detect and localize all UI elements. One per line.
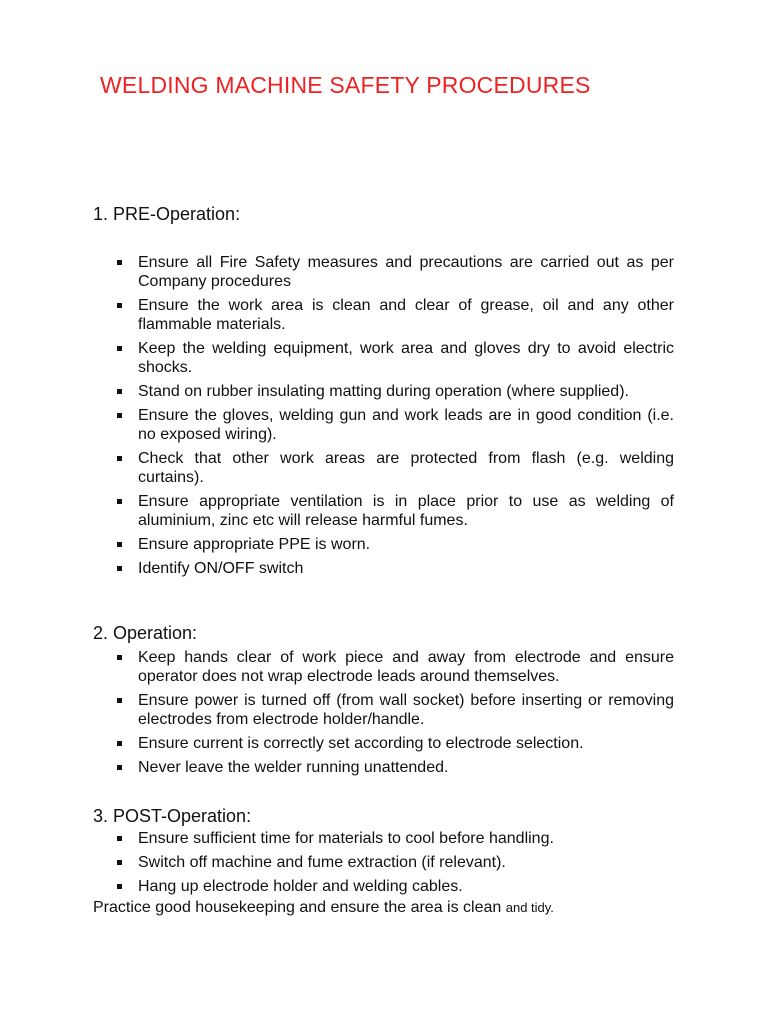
section-heading-operation: 2. Operation: (93, 623, 198, 643)
list-item: Ensure appropriate PPE is worn. (0, 535, 674, 554)
pre-operation-list (0, 253, 674, 578)
list-item: Check that other work areas are protected from flash (e.g. welding curtains). (0, 449, 674, 487)
square-bullet-icon (117, 884, 122, 889)
list-item: Ensure all Fire Safety measures and precautions are carried out as per Company procedures (0, 253, 674, 291)
closing-note (93, 899, 554, 917)
list-item: Ensure the gloves, welding gun and work leads are in good condition (i.e. no exposed wiring). (0, 406, 674, 444)
post-operation-list (0, 829, 674, 896)
list-item: Keep hands clear of work piece and away from electrode and ensure operator does not wrap electrode leads around themselves. (0, 648, 674, 686)
square-bullet-icon (117, 260, 122, 265)
square-bullet-icon (117, 741, 122, 746)
square-bullet-icon (117, 346, 122, 351)
square-bullet-icon (117, 698, 122, 703)
operation-list (0, 648, 674, 777)
list-item: Ensure sufficient time for materials to cool before handling. (0, 829, 674, 848)
square-bullet-icon (117, 765, 122, 770)
square-bullet-icon (117, 303, 122, 308)
square-bullet-icon (117, 836, 122, 841)
list-item: Hang up electrode holder and welding cables. (0, 877, 674, 896)
list-item: Ensure appropriate ventilation is in place prior to use as welding of aluminium, zinc etc will release harmful fumes. (0, 492, 674, 530)
list-item: Never leave the welder running unattended. (0, 758, 674, 777)
section-heading-post-operation: 3. POST-Operation: (93, 806, 252, 826)
square-bullet-icon (117, 499, 122, 504)
list-item: Identify ON/OFF switch (0, 559, 674, 578)
square-bullet-icon (117, 389, 122, 394)
list-item: Ensure power is turned off (from wall socket) before inserting or removing electrodes from electrode holder/handle. (0, 691, 674, 729)
square-bullet-icon (117, 566, 122, 571)
list-item: Switch off machine and fume extraction (if relevant). (0, 853, 674, 872)
closing-note-tail: and tidy. (505, 900, 554, 915)
closing-note-main: Practice good housekeeping and ensure the area is clean (93, 899, 502, 916)
list-item: Stand on rubber insulating matting during operation (where supplied). (0, 382, 674, 401)
list-item: Ensure current is correctly set according to electrode selection. (0, 734, 674, 753)
square-bullet-icon (117, 413, 122, 418)
square-bullet-icon (117, 456, 122, 461)
page-title: WELDING MACHINE SAFETY PROCEDURES (100, 72, 591, 98)
square-bullet-icon (117, 542, 122, 547)
square-bullet-icon (117, 655, 122, 660)
square-bullet-icon (117, 860, 122, 865)
list-item: Keep the welding equipment, work area and gloves dry to avoid electric shocks. (0, 339, 674, 377)
list-item: Ensure the work area is clean and clear of grease, oil and any other flammable materials. (0, 296, 674, 334)
section-heading-pre-operation: 1. PRE-Operation: (93, 204, 241, 224)
